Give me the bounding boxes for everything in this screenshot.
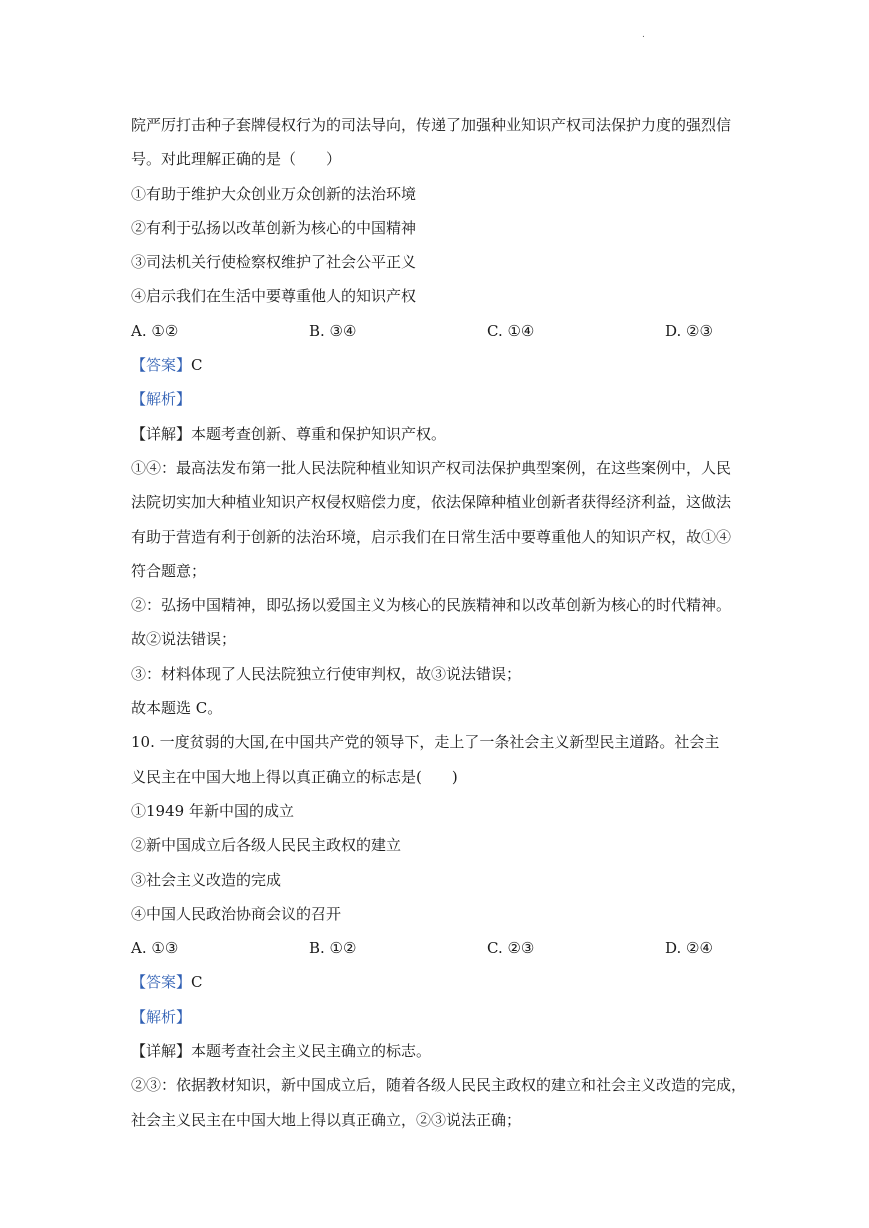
q10-explain-line: 社会主义民主在中国大地上得以真正确立，②③说法正确； bbox=[131, 1110, 522, 1129]
q10-analysis-tag: 【解析】 bbox=[131, 1007, 192, 1026]
q9-explain-line: ②：弘扬中国精神，即弘扬以爱国主义为核心的民族精神和以改革创新为核心的时代精神。 bbox=[131, 596, 732, 615]
q9-answer-value: C bbox=[191, 356, 203, 375]
q9-option-a: A. ①② bbox=[131, 321, 179, 340]
document-page bbox=[131, 108, 751, 1137]
q10-option-d: D. ②④ bbox=[665, 939, 713, 958]
q9-explain-line: 故②说法错误； bbox=[131, 630, 237, 649]
q10-statement: ②新中国成立后各级人民民主政权的建立 bbox=[131, 836, 402, 855]
q9-options bbox=[131, 314, 751, 348]
q9-answer bbox=[131, 348, 751, 382]
q10-stem-line: 义民主在中国大地上得以真正确立的标志是( ) bbox=[131, 767, 458, 786]
q10-answer-value: C bbox=[191, 973, 203, 992]
q9-explain-line: 【详解】本题考查创新、尊重和保护知识产权。 bbox=[131, 424, 447, 443]
q10-option-c: C. ②③ bbox=[487, 939, 535, 958]
q9-answer-tag: 【答案】 bbox=[131, 356, 192, 375]
q10-answer-tag: 【答案】 bbox=[131, 973, 192, 992]
q9-option-d: D. ②③ bbox=[665, 321, 713, 340]
q9-stem-line: 院严厉打击种子套牌侵权行为的司法导向，传递了加强种业知识产权司法保护力度的强烈信 bbox=[131, 116, 732, 134]
q10-option-b: B. ①② bbox=[309, 939, 357, 958]
q10-explain-line: ②③：依据教材知识，新中国成立后，随着各级人民民主政权的建立和社会主义改造的完成， bbox=[131, 1076, 747, 1095]
q10-stem-line: 10. 一度贫弱的大国,在中国共产党的领导下，走上了一条社会主义新型民主道路。社会主 bbox=[131, 733, 720, 752]
q9-explain-line: ③：材料体现了人民法院独立行使审判权，故③说法错误； bbox=[131, 664, 522, 683]
q9-explain-line: 符合题意； bbox=[131, 561, 207, 580]
q9-statement: ②有利于弘扬以改革创新为核心的中国精神 bbox=[131, 218, 417, 237]
q10-explain-line: 【详解】本题考查社会主义民主确立的标志。 bbox=[131, 1042, 432, 1061]
q10-answer bbox=[131, 965, 751, 999]
page-mark: . bbox=[642, 30, 645, 40]
q10-statement: ①1949 年新中国的成立 bbox=[131, 801, 294, 820]
q10-options bbox=[131, 931, 751, 965]
q9-explain-line: 故本题选 C。 bbox=[131, 699, 223, 718]
q10-option-a: A. ①③ bbox=[131, 939, 179, 958]
q9-statement: ③司法机关行使检察权维护了社会公平正义 bbox=[131, 253, 417, 272]
q9-explain-line: ①④：最高法发布第一批人民法院种植业知识产权司法保护典型案例，在这些案例中，人民 bbox=[131, 458, 732, 477]
q10-statement: ④中国人民政治协商会议的召开 bbox=[131, 904, 342, 923]
q9-statement: ④启示我们在生活中要尊重他人的知识产权 bbox=[131, 287, 417, 306]
q9-analysis-tag: 【解析】 bbox=[131, 390, 192, 409]
q10-statement: ③社会主义改造的完成 bbox=[131, 870, 282, 889]
q9-explain-line: 法院切实加大种植业知识产权侵权赔偿力度，依法保障种植业创新者获得经济利益，这做法 bbox=[131, 493, 732, 512]
q9-statement: ①有助于维护大众创业万众创新的法治环境 bbox=[131, 184, 417, 203]
q9-option-b: B. ③④ bbox=[309, 321, 357, 340]
q9-option-c: C. ①④ bbox=[487, 321, 535, 340]
q9-explain-line: 有助于营造有利于创新的法治环境，启示我们在日常生活中要尊重他人的知识产权，故①④ bbox=[131, 527, 732, 546]
q9-stem-line: 号。对此理解正确的是（ ） bbox=[131, 150, 342, 169]
